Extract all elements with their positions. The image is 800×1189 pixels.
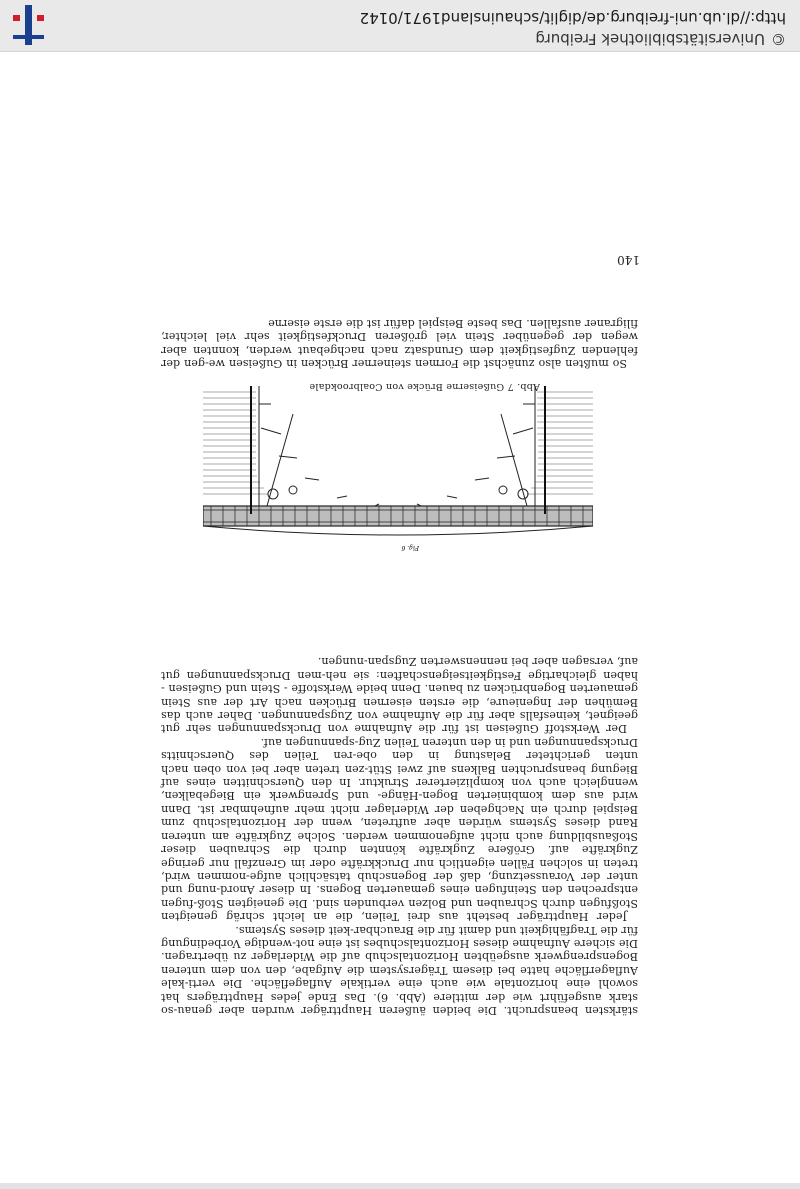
- figure-caption: Abb. 7 Gußeiserne Brücke von Coalbrookdale: [309, 381, 540, 392]
- viewer-footer-strip: [0, 1183, 800, 1189]
- paragraph: Jeder Hauptträger besteht aus drei Teilen, die an leicht schräg geneigten Stoßfugen durch Schrauben und Bolzen verbunden sind. Die geneigten Stoß-fugen entsprechen den Steinfugen eines gemauerten Bogens. In dieser Anord-nung und unter der Voraussetzung, daß der Bogenschub tatsächlich aufge-nommen wird, treten in solchen Fällen eigentlich nur Druckkräfte oder im Grenzfall nur geringe Zugkräfte auf. Größere Zugkräfte könnten durch die Schrauben dieser Stoßausbildung auch nicht aufgenommen werden. Solche Zugkräfte am unteren Rand dieses Systems würden aber auftreten, wenn der Horizontalschub zum Beispiel durch ein Nachgeben der Widerlager nicht mehr aufnehmbar ist. Dann wird aus dem kombinierten Bogen-Hänge- und Sprengwerk ein Biegebalken, wenngleich auch von komplizierterer Struktur. In den Querschnitten eines auf Biegung beanspruchten Balkens auf zwei Stüt-zen treten aber bei von oben nach unten gerichteter Belastung in den obe-ren Teilen des Querschnitts Druckspannungen und in den unteren Teilen Zug-spannungen auf.: [161, 735, 638, 924]
- body-text-upper: [161, 655, 638, 1017]
- copyright-text: Universitätsbibliothek Freiburg: [535, 30, 765, 48]
- library-header-bar: [0, 0, 800, 52]
- paragraph: stärksten beansprucht. Die beiden äußeren Hauptträger wurden aber genau-so stark ausgeführt wie der mittlere (Abb. 6). Das Ende jedes Hauptträgers hat sowohl eine horizontale wie auch eine vertikale Auflagefläche. Die verti-kale Auflagerfläche hatte bei diesem Trägersystem die Aufgabe, den von dem unteren Bogensprengwerk ausgeübten Horizontalschub auf die Widerlager zu übertragen. Die sichere Aufnahme dieses Horizontalschubes ist eine not-wendige Vorbedingung für die Tragfähigkeit und damit für die Brauchbar-keit dieses Systems.: [161, 923, 638, 1017]
- document-url-link[interactable]: http://dl.ub.uni-freiburg.de/diglit/schauinsland1971/0142: [359, 9, 786, 27]
- page-number: 140: [617, 253, 640, 267]
- bridge-figure: [203, 386, 593, 554]
- ub-freiburg-logo-icon[interactable]: [8, 3, 48, 49]
- body-text-lower: [161, 316, 638, 370]
- paragraph: Der Werkstoff Gußeisen ist für die Aufnahme von Druckspannungen sehr gut geeignet, keinesfalls aber für die Aufnahme von Zugspannungen. Daher auch das Bemühen der Ingenieure, die ersten eisernen Brücken nach Art der aus Stein gemauerten Bogenbrücken zu bauen. Denn beide Werkstoffe - Stein und Gußeisen - haben gleichartige Festigkeitseigenschaften: sie neh-men Druckspannungen gut auf, versagen aber bei nennenswerten Zugspan-nungen.: [161, 655, 638, 736]
- paragraph: So mußten also zunächst die Formen steinerner Brücken in Gußeisen we-gen der fehlenden Zugfestigkeit dem Grundsatz nach nachgebaut werden, konnten aber wegen der gegenüber Stein viel größeren Druckfestigkeit sehr viel leichter, filigraner ausfallen. Das beste Beispiel dafür ist die erste eiserne: [161, 316, 638, 370]
- figure-label: Fig. 6: [401, 544, 419, 551]
- copyright-icon: ©: [771, 30, 786, 48]
- copyright-notice: [535, 30, 786, 48]
